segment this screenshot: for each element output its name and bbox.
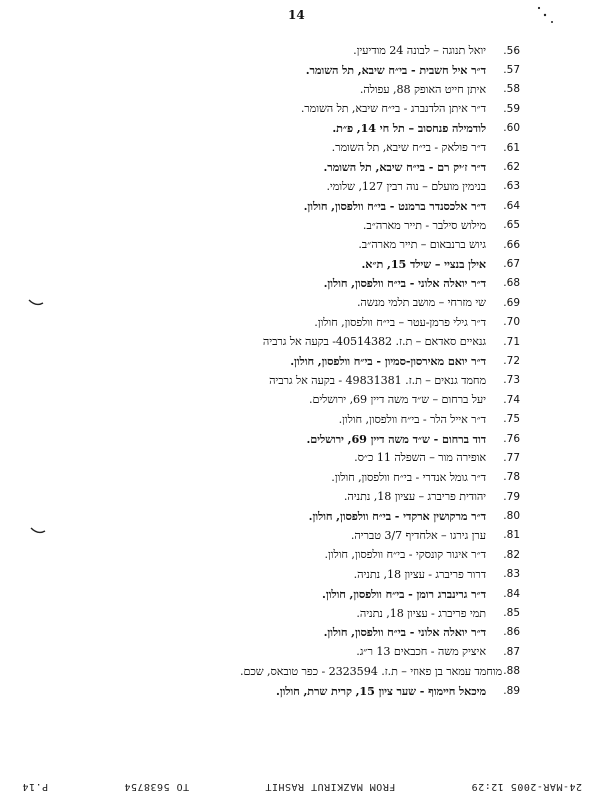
list-item bbox=[240, 196, 520, 215]
list-item bbox=[240, 119, 520, 138]
list-item bbox=[240, 216, 520, 235]
fax-page: P.14 bbox=[22, 781, 49, 792]
list-item bbox=[240, 681, 520, 700]
list-item bbox=[240, 545, 520, 564]
list-item bbox=[240, 60, 520, 79]
list-item bbox=[240, 642, 520, 661]
entry-text: דרור פריברג - עציון 18, נתניה. bbox=[353, 567, 486, 581]
entry-number: .73 bbox=[503, 374, 520, 387]
list-item bbox=[240, 662, 520, 681]
list-item bbox=[240, 409, 520, 428]
list-item bbox=[240, 41, 520, 60]
entry-text: ד״ר יואלה אלוני - בי״ח וולפסון, חולון. bbox=[323, 625, 486, 640]
list-item bbox=[240, 312, 520, 331]
list-item bbox=[240, 293, 520, 312]
list-item bbox=[240, 468, 520, 487]
entry-number: .85 bbox=[503, 607, 520, 620]
entry-text: מיכאל חיימוף - שער ציון 15, קרית שרת, חולון. bbox=[275, 683, 486, 698]
entry-number: .66 bbox=[503, 238, 520, 251]
entry-number: .65 bbox=[503, 219, 520, 232]
entry-text: יהודית פריברג – עציון 18, נתניה. bbox=[343, 490, 486, 504]
entry-number: .64 bbox=[503, 199, 520, 212]
entry-text: מילוש סילבר - תייר מארה״ב. bbox=[362, 218, 486, 232]
scan-speck-mark bbox=[536, 4, 556, 26]
entry-number: .77 bbox=[503, 451, 520, 464]
entry-text: אופירה מור – השפלה 11 כ״ס. bbox=[354, 451, 486, 465]
list-item bbox=[240, 80, 520, 99]
list-item bbox=[240, 371, 520, 390]
entry-text: מוחמד עמאר בן פאוזי – ת.ז. 2323594 - כפר טובאס, שכם. bbox=[240, 664, 503, 678]
entry-text: ד״ר איל חשבית - בי״ח שיבא, תל השומר. bbox=[305, 63, 486, 78]
entry-number: .79 bbox=[503, 490, 520, 503]
entry-number: .57 bbox=[503, 64, 520, 77]
entry-number: .82 bbox=[503, 548, 520, 561]
entry-text: דוד ברחום - ש״ד משה דיין 69, ירושלים. bbox=[306, 431, 486, 446]
list-item bbox=[240, 487, 520, 506]
entry-text: יעל ברחום – ש״ד משה דיין 69, ירושלים. bbox=[309, 393, 486, 407]
entry-number: .72 bbox=[503, 354, 520, 367]
entry-text: ד״ר מרקושין ארקדי - בי״ח וולפסון, חולון. bbox=[308, 509, 486, 524]
fax-transmission-footer bbox=[22, 781, 582, 792]
entry-number: .75 bbox=[503, 413, 520, 426]
entry-number: .86 bbox=[503, 626, 520, 639]
entry-text: ד״ר אייל הלר - בי״ח וולפסון, חולון. bbox=[338, 412, 486, 426]
entry-number: .81 bbox=[503, 529, 520, 542]
list-item bbox=[240, 565, 520, 584]
list-item bbox=[240, 506, 520, 525]
entry-text: לודמילה פנחסוב – תל חי 14, פ״ת. bbox=[332, 121, 486, 136]
fax-date-time: 24-MAR-2005 12:29 bbox=[471, 781, 582, 792]
list-item bbox=[240, 138, 520, 157]
list-item bbox=[240, 584, 520, 603]
entry-text: ד״ר פולאק - בי״ח שיבא, תל השומר. bbox=[331, 141, 486, 155]
list-item bbox=[240, 429, 520, 448]
entry-number: .89 bbox=[503, 684, 520, 697]
entry-number: .76 bbox=[503, 432, 520, 445]
entry-number: .61 bbox=[503, 141, 520, 154]
entry-text: ד״ר גומל אנדרי - בי״ח וולפסון, חולון. bbox=[331, 470, 486, 484]
list-item bbox=[240, 177, 520, 196]
entry-number: .58 bbox=[503, 83, 520, 96]
entry-number: .78 bbox=[503, 471, 520, 484]
entry-number: .56 bbox=[503, 44, 520, 57]
page-number: 14 bbox=[288, 8, 305, 22]
entry-text: אילן בנציי – שילד 15, ת״א. bbox=[361, 256, 486, 271]
list-item bbox=[240, 332, 520, 351]
entry-text: ד״ר יואלה אלוני - בי״ח וולפסון, חולון. bbox=[323, 276, 486, 291]
entry-text: גנאיים סאדאם – ת.ז. 40514382- בקעה אל גרביה bbox=[262, 335, 486, 349]
entry-text: ד״ר גילי פרמן-עטר – בי״ח וולפסון, חולון. bbox=[314, 315, 486, 329]
entry-number: .59 bbox=[503, 102, 520, 115]
entry-text: ד״ר גרינברג רומן - בי״ח וולפסון, חולון. bbox=[322, 586, 486, 601]
list-item bbox=[240, 526, 520, 545]
entry-text: מחמד גנאים – ת.ז. 49831381 - בקעה אל גרביה bbox=[269, 373, 486, 387]
entry-text: גיוש ברנבאום – תייר מארה״ב. bbox=[358, 238, 486, 252]
entry-number: .70 bbox=[503, 316, 520, 329]
entry-number: .68 bbox=[503, 277, 520, 290]
entry-number: .67 bbox=[503, 257, 520, 270]
list-item bbox=[240, 99, 520, 118]
entry-number: .84 bbox=[503, 587, 520, 600]
entry-text: ערן גירגו – אלחדיף 3/7 טבריה. bbox=[350, 528, 486, 542]
entry-number: .74 bbox=[503, 393, 520, 406]
list-item bbox=[240, 623, 520, 642]
entry-number: .60 bbox=[503, 122, 520, 135]
list-item bbox=[240, 235, 520, 254]
entry-text: ד״ר איתן הלדנברג - בי״ח שיבא, תל השומר. bbox=[300, 102, 486, 116]
punch-hole-mark bbox=[28, 298, 44, 308]
entry-text: ד״ר אלכסנדר ברמנט - בי״ח וולפסון, חולון. bbox=[303, 198, 486, 213]
entry-text: תמי פריברג - עציון 18, נתניה. bbox=[356, 606, 486, 620]
list-item bbox=[240, 274, 520, 293]
list-item bbox=[240, 351, 520, 370]
fax-from: FROM MAZKIRUT RASHIT bbox=[264, 781, 396, 792]
list-item bbox=[240, 254, 520, 273]
entry-number: .80 bbox=[503, 510, 520, 523]
entry-text: איתן חייט האופק 88, עפולה. bbox=[359, 82, 486, 96]
entry-number: .69 bbox=[503, 296, 520, 309]
entry-text: ד״ר יואם מאירסון-סמיון - בי״ח וולפסון, חולון. bbox=[290, 353, 486, 368]
entry-text: ד״ר ז׳יק רם - בי״ח שיבא, תל השומר. bbox=[323, 160, 486, 175]
list-item bbox=[240, 157, 520, 176]
entry-number: .71 bbox=[503, 335, 520, 348]
entry-text: בנימין מועלם – נוה רבין 127, שלומי. bbox=[326, 179, 486, 193]
entry-number: .88 bbox=[503, 665, 520, 678]
entry-text: שי מזרחי – מושב תלמי מנשה. bbox=[356, 296, 486, 310]
entry-text: ד״ר איגור קונסקי - בי״ח וולפסון, חולון. bbox=[324, 548, 486, 562]
entry-text: יואל תנוגה – לבונה 24 מודיעין. bbox=[353, 44, 486, 58]
punch-hole-mark bbox=[30, 526, 46, 536]
entry-text: איציק משה - חכבאים 13 ר״ג. bbox=[356, 645, 486, 659]
entry-number: .83 bbox=[503, 568, 520, 581]
entry-number: .87 bbox=[503, 645, 520, 658]
entry-number: .63 bbox=[503, 180, 520, 193]
list-item bbox=[240, 390, 520, 409]
entry-list bbox=[240, 41, 520, 700]
list-item bbox=[240, 603, 520, 622]
fax-to: TO 5638754 bbox=[123, 781, 190, 792]
list-item bbox=[240, 448, 520, 467]
entry-number: .62 bbox=[503, 161, 520, 174]
